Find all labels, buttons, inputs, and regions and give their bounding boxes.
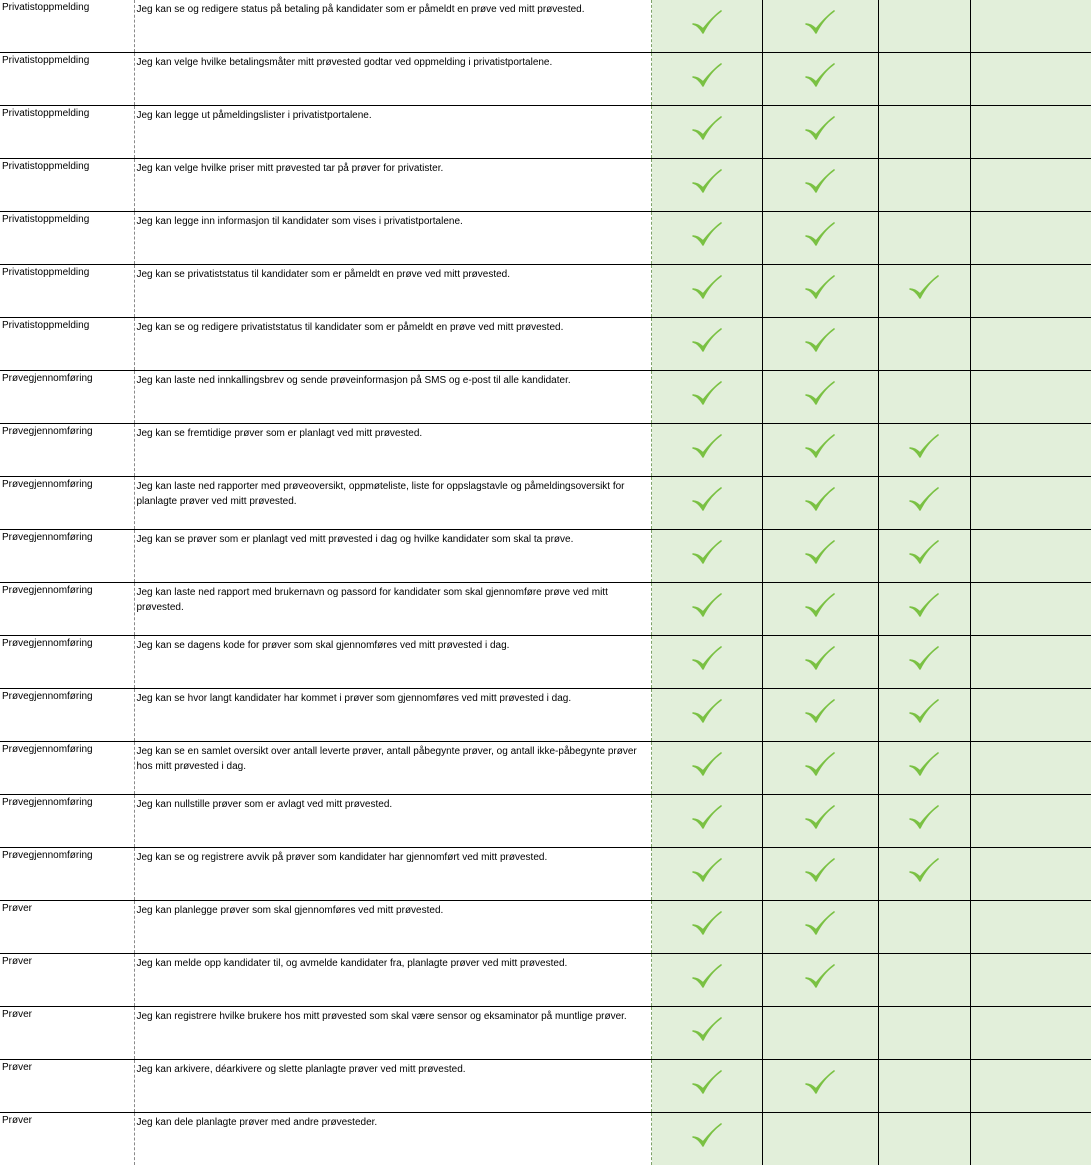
check-icon (805, 168, 835, 196)
check-icon (805, 539, 835, 567)
role-cell-1 (651, 1007, 762, 1060)
role-cell-2 (762, 848, 878, 901)
category-cell: Privatistoppmelding (0, 0, 134, 53)
table-row (0, 106, 1091, 159)
description-cell: Jeg kan melde opp kandidater til, og avmelde kandidater fra, planlagte prøver ved mitt prøvested. (134, 954, 651, 1007)
role-cell-1 (651, 159, 762, 212)
check-icon (692, 910, 722, 938)
role-cell-4 (970, 265, 1091, 318)
role-cell-1 (651, 212, 762, 265)
description-cell: Jeg kan laste ned rapporter med prøveoversikt, oppmøteliste, liste for oppslagstavle og påmeldingsoversikt for planlagte prøver ved mitt prøvested. (134, 477, 651, 530)
check-icon (909, 433, 939, 461)
check-icon (692, 486, 722, 514)
role-cell-3 (878, 159, 970, 212)
table-row (0, 530, 1091, 583)
role-cell-2 (762, 1113, 878, 1165)
description-cell: Jeg kan se og registrere avvik på prøver som kandidater har gjennomført ved mitt prøvested. (134, 848, 651, 901)
table-row (0, 0, 1091, 53)
role-cell-2 (762, 901, 878, 954)
table-row (0, 1007, 1091, 1060)
role-cell-3 (878, 371, 970, 424)
role-cell-2 (762, 265, 878, 318)
description-cell: Jeg kan se en samlet oversikt over antall leverte prøver, antall påbegynte prøver, og antall ikke-påbegynte prøver hos mitt prøvested i dag. (134, 742, 651, 795)
role-cell-3 (878, 795, 970, 848)
category-cell: Prøvegjennomføring (0, 371, 134, 424)
role-cell-1 (651, 477, 762, 530)
role-cell-1 (651, 265, 762, 318)
role-cell-3 (878, 318, 970, 371)
role-cell-2 (762, 106, 878, 159)
check-icon (909, 698, 939, 726)
role-cell-4 (970, 583, 1091, 636)
role-cell-3 (878, 954, 970, 1007)
category-cell: Prøvegjennomføring (0, 689, 134, 742)
check-icon (692, 62, 722, 90)
category-cell: Prøvegjennomføring (0, 424, 134, 477)
description-cell: Jeg kan se hvor langt kandidater har kommet i prøver som gjennomføres ved mitt prøvested i dag. (134, 689, 651, 742)
role-cell-3 (878, 212, 970, 265)
table-row (0, 1113, 1091, 1165)
role-cell-2 (762, 159, 878, 212)
description-cell: Jeg kan registrere hvilke brukere hos mitt prøvested som skal være sensor og eksaminator på muntlige prøver. (134, 1007, 651, 1060)
role-cell-3 (878, 742, 970, 795)
category-cell: Prøvegjennomføring (0, 477, 134, 530)
description-cell: Jeg kan se prøver som er planlagt ved mitt prøvested i dag og hvilke kandidater som skal ta prøve. (134, 530, 651, 583)
check-icon (805, 645, 835, 673)
table-row (0, 318, 1091, 371)
check-icon (909, 804, 939, 832)
category-cell: Prøvegjennomføring (0, 742, 134, 795)
role-cell-4 (970, 742, 1091, 795)
role-cell-4 (970, 901, 1091, 954)
check-icon (692, 115, 722, 143)
role-cell-4 (970, 530, 1091, 583)
category-cell: Prøvegjennomføring (0, 795, 134, 848)
role-cell-2 (762, 583, 878, 636)
table-row (0, 848, 1091, 901)
role-cell-3 (878, 106, 970, 159)
role-cell-1 (651, 530, 762, 583)
role-cell-1 (651, 848, 762, 901)
check-icon (909, 645, 939, 673)
role-cell-3 (878, 636, 970, 689)
description-cell: Jeg kan se fremtidige prøver som er planlagt ved mitt prøvested. (134, 424, 651, 477)
table-row (0, 265, 1091, 318)
check-icon (805, 221, 835, 249)
check-icon (692, 1122, 722, 1150)
role-cell-1 (651, 742, 762, 795)
table-row (0, 53, 1091, 106)
check-icon (805, 592, 835, 620)
check-icon (692, 221, 722, 249)
role-cell-3 (878, 583, 970, 636)
role-cell-1 (651, 106, 762, 159)
role-cell-2 (762, 1007, 878, 1060)
check-icon (805, 804, 835, 832)
role-cell-2 (762, 742, 878, 795)
role-cell-2 (762, 53, 878, 106)
check-icon (805, 910, 835, 938)
description-cell: Jeg kan se og redigere status på betaling på kandidater som er påmeldt en prøve ved mitt prøvested. (134, 0, 651, 53)
role-cell-1 (651, 424, 762, 477)
check-icon (805, 327, 835, 355)
check-icon (909, 857, 939, 885)
check-icon (909, 274, 939, 302)
role-cell-3 (878, 901, 970, 954)
role-cell-1 (651, 583, 762, 636)
role-cell-4 (970, 159, 1091, 212)
role-cell-1 (651, 689, 762, 742)
table-row (0, 424, 1091, 477)
table-row (0, 371, 1091, 424)
role-cell-1 (651, 53, 762, 106)
table-row (0, 742, 1091, 795)
role-cell-4 (970, 689, 1091, 742)
role-cell-4 (970, 106, 1091, 159)
role-cell-3 (878, 689, 970, 742)
role-cell-1 (651, 0, 762, 53)
table-row (0, 636, 1091, 689)
role-cell-1 (651, 371, 762, 424)
role-cell-1 (651, 1113, 762, 1165)
check-icon (692, 1069, 722, 1097)
category-cell: Prøver (0, 901, 134, 954)
role-cell-4 (970, 318, 1091, 371)
category-cell: Privatistoppmelding (0, 159, 134, 212)
role-cell-3 (878, 53, 970, 106)
check-icon (692, 274, 722, 302)
check-icon (805, 963, 835, 991)
role-cell-4 (970, 0, 1091, 53)
role-cell-4 (970, 954, 1091, 1007)
check-icon (692, 1016, 722, 1044)
category-cell: Prøver (0, 954, 134, 1007)
table-row (0, 1060, 1091, 1113)
check-icon (805, 115, 835, 143)
role-cell-1 (651, 954, 762, 1007)
category-cell: Prøvegjennomføring (0, 530, 134, 583)
category-cell: Privatistoppmelding (0, 106, 134, 159)
check-icon (692, 327, 722, 355)
description-cell: Jeg kan laste ned rapport med brukernavn og passord for kandidater som skal gjennomføre prøve ved mitt prøvested. (134, 583, 651, 636)
role-cell-3 (878, 477, 970, 530)
role-cell-2 (762, 1060, 878, 1113)
role-cell-3 (878, 530, 970, 583)
role-cell-1 (651, 636, 762, 689)
table-row (0, 583, 1091, 636)
category-cell: Privatistoppmelding (0, 212, 134, 265)
check-icon (805, 857, 835, 885)
check-icon (692, 592, 722, 620)
role-cell-4 (970, 848, 1091, 901)
description-cell: Jeg kan dele planlagte prøver med andre prøvesteder. (134, 1113, 651, 1165)
category-cell: Prøvegjennomføring (0, 583, 134, 636)
role-cell-4 (970, 371, 1091, 424)
description-cell: Jeg kan planlegge prøver som skal gjennomføres ved mitt prøvested. (134, 901, 651, 954)
category-cell: Prøver (0, 1113, 134, 1165)
description-cell: Jeg kan velge hvilke priser mitt prøvested tar på prøver for privatister. (134, 159, 651, 212)
role-cell-4 (970, 212, 1091, 265)
role-cell-3 (878, 424, 970, 477)
check-icon (692, 539, 722, 567)
role-cell-2 (762, 689, 878, 742)
check-icon (692, 698, 722, 726)
category-cell: Privatistoppmelding (0, 318, 134, 371)
role-cell-4 (970, 636, 1091, 689)
category-cell: Prøvegjennomføring (0, 636, 134, 689)
check-icon (805, 62, 835, 90)
role-cell-4 (970, 795, 1091, 848)
role-cell-2 (762, 212, 878, 265)
role-cell-2 (762, 477, 878, 530)
table-row (0, 795, 1091, 848)
check-icon (909, 751, 939, 779)
role-cell-2 (762, 795, 878, 848)
description-cell: Jeg kan se privatiststatus til kandidater som er påmeldt en prøve ved mitt prøvested. (134, 265, 651, 318)
check-icon (692, 963, 722, 991)
table-row (0, 954, 1091, 1007)
check-icon (909, 486, 939, 514)
check-icon (805, 433, 835, 461)
check-icon (692, 645, 722, 673)
check-icon (805, 1069, 835, 1097)
check-icon (692, 804, 722, 832)
role-cell-2 (762, 424, 878, 477)
check-icon (692, 380, 722, 408)
role-cell-2 (762, 636, 878, 689)
check-icon (805, 698, 835, 726)
description-cell: Jeg kan laste ned innkallingsbrev og sende prøveinformasjon på SMS og e-post til alle kandidater. (134, 371, 651, 424)
role-cell-2 (762, 954, 878, 1007)
description-cell: Jeg kan velge hvilke betalingsmåter mitt prøvested godtar ved oppmelding i privatistportalene. (134, 53, 651, 106)
role-cell-1 (651, 901, 762, 954)
role-cell-2 (762, 318, 878, 371)
description-cell: Jeg kan se og redigere privatiststatus til kandidater som er påmeldt en prøve ved mitt prøvested. (134, 318, 651, 371)
check-icon (692, 9, 722, 37)
check-icon (805, 380, 835, 408)
role-cell-4 (970, 53, 1091, 106)
role-cell-4 (970, 1113, 1091, 1165)
role-cell-1 (651, 795, 762, 848)
description-cell: Jeg kan se dagens kode for prøver som skal gjennomføres ved mitt prøvested i dag. (134, 636, 651, 689)
role-cell-3 (878, 1007, 970, 1060)
description-cell: Jeg kan arkivere, déarkivere og slette planlagte prøver ved mitt prøvested. (134, 1060, 651, 1113)
table-row (0, 477, 1091, 530)
check-icon (805, 751, 835, 779)
table-row (0, 901, 1091, 954)
role-cell-2 (762, 530, 878, 583)
role-cell-2 (762, 0, 878, 53)
role-cell-1 (651, 318, 762, 371)
category-cell: Prøvegjennomføring (0, 848, 134, 901)
category-cell: Privatistoppmelding (0, 265, 134, 318)
description-cell: Jeg kan nullstille prøver som er avlagt ved mitt prøvested. (134, 795, 651, 848)
role-cell-1 (651, 1060, 762, 1113)
role-cell-3 (878, 0, 970, 53)
role-cell-4 (970, 1060, 1091, 1113)
table-row (0, 212, 1091, 265)
category-cell: Prøver (0, 1060, 134, 1113)
check-icon (909, 539, 939, 567)
category-cell: Privatistoppmelding (0, 53, 134, 106)
role-cell-4 (970, 424, 1091, 477)
role-cell-4 (970, 1007, 1091, 1060)
table-row (0, 159, 1091, 212)
check-icon (692, 433, 722, 461)
check-icon (805, 274, 835, 302)
role-cell-3 (878, 265, 970, 318)
check-icon (692, 168, 722, 196)
check-icon (909, 592, 939, 620)
description-cell: Jeg kan legge inn informasjon til kandidater som vises i privatistportalene. (134, 212, 651, 265)
category-cell: Prøver (0, 1007, 134, 1060)
role-cell-3 (878, 1060, 970, 1113)
check-icon (805, 486, 835, 514)
role-cell-3 (878, 848, 970, 901)
role-cell-2 (762, 371, 878, 424)
role-cell-3 (878, 1113, 970, 1165)
check-icon (805, 9, 835, 37)
table-row (0, 689, 1091, 742)
description-cell: Jeg kan legge ut påmeldingslister i privatistportalene. (134, 106, 651, 159)
check-icon (692, 751, 722, 779)
role-cell-4 (970, 477, 1091, 530)
check-icon (692, 857, 722, 885)
